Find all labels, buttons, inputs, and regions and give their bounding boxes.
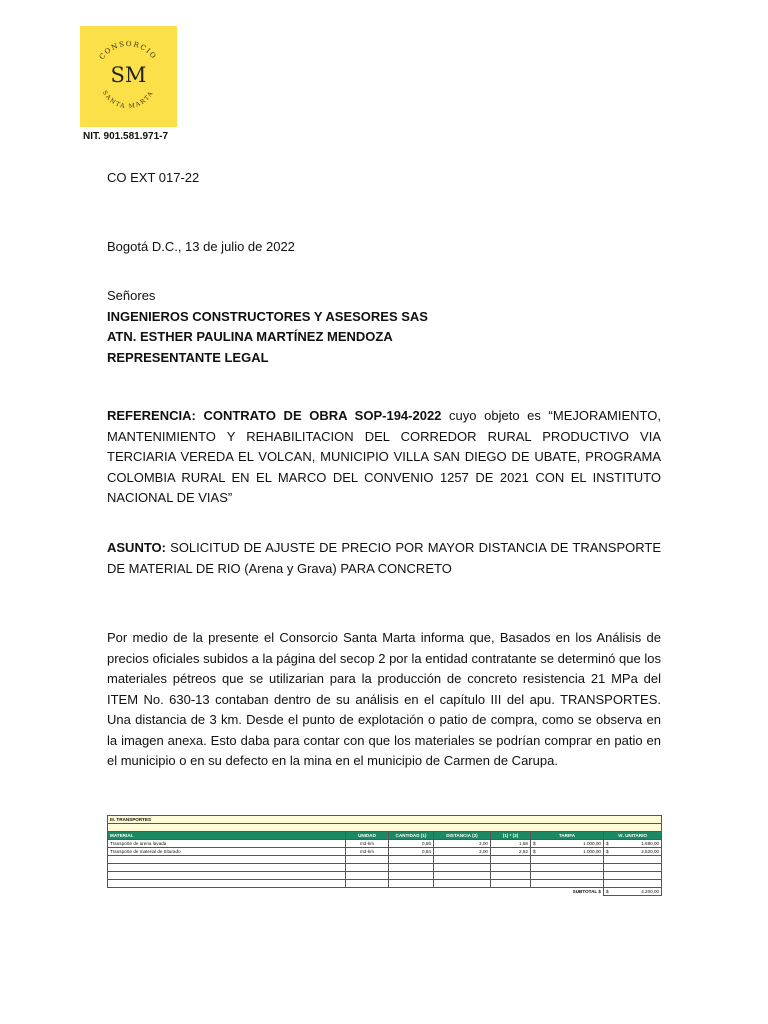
cell-rate: 1.000,00 xyxy=(537,848,604,856)
cell-unit: m3-km xyxy=(346,840,389,848)
cell-distance: 3,00 xyxy=(434,840,491,848)
cell-product: 1,68 xyxy=(491,840,531,848)
table-section-title: III. TRANSPORTES xyxy=(108,816,662,824)
header-unit-value: Vr. UNITARIO xyxy=(604,832,662,840)
cell-material: Transporte de arena lavada xyxy=(108,840,346,848)
recipient-company: INGENIEROS CONSTRUCTORES Y ASESORES SAS xyxy=(107,308,428,324)
cell-value-currency: $ xyxy=(604,840,610,848)
cell-product: 2,52 xyxy=(491,848,531,856)
document-reference-code: CO EXT 017-22 xyxy=(107,170,200,185)
table-row-empty xyxy=(108,880,662,888)
cell-distance: 3,00 xyxy=(434,848,491,856)
reference-paragraph xyxy=(107,406,661,509)
subject-paragraph xyxy=(107,538,661,579)
recipient-greeting: Señores xyxy=(107,288,156,303)
transport-cost-table xyxy=(107,815,662,896)
table-subtotal-row xyxy=(108,888,662,896)
cell-unit: m3-km xyxy=(346,848,389,856)
header-quantity: CANTIDAD (1) xyxy=(389,832,434,840)
cell-material: Transporte de material de triturado xyxy=(108,848,346,856)
svg-text:SANTA MARTA: SANTA MARTA xyxy=(100,89,156,111)
header-material: MATERIAL xyxy=(108,832,346,840)
table-header-row xyxy=(108,832,662,840)
body-paragraph: Por medio de la presente el Consorcio Santa Marta informa que, Basados en los Análisis de precios oficiales subidos a la página del secop 2 por la entidad contratante se determinó que los materiales pétreos que se utilizarian para la producción de concreto resistencia 21 MPa del ITEM No. 630-13 contaban dentro de su análisis en el capítulo III del apu. TRANSPORTES. Una distancia de 3 km. Desde el punto de explotación o patio de compra, como se observa en la imagen anexa. Esto daba para contar con que los materiales se podrían comprar en patio en el municipio o en su defecto en la mina en el municipio de Carmen de Carupa. xyxy=(107,630,661,768)
document-date: Bogotá D.C., 13 de julio de 2022 xyxy=(107,239,295,254)
subject-label: ASUNTO: xyxy=(107,540,166,555)
table-spacer-row xyxy=(108,824,662,832)
recipient-attention: ATN. ESTHER PAULINA MARTÍNEZ MENDOZA xyxy=(107,329,393,344)
table-row xyxy=(108,848,662,856)
logo-initials: SM xyxy=(110,63,147,87)
table-section-row xyxy=(108,816,662,824)
subtotal-currency: $ xyxy=(604,888,610,896)
reference-label: REFERENCIA: CONTRATO DE OBRA SOP-194-2022 xyxy=(107,408,442,423)
svg-text:CONSORCIO: CONSORCIO xyxy=(97,39,159,62)
cell-quantity: 0,84 xyxy=(389,848,434,856)
subject-text: SOLICITUD DE AJUSTE DE PRECIO POR MAYOR DISTANCIA DE TRANSPORTE DE MATERIAL DE RIO (Arena y Grava) PARA CONCRETO xyxy=(107,540,661,576)
logo-emblem xyxy=(80,26,177,127)
recipient-role: REPRESENTANTE LEGAL xyxy=(107,349,269,365)
table-row-empty xyxy=(108,856,662,864)
table-row-empty xyxy=(108,872,662,880)
nit-number: NIT. 901.581.971-7 xyxy=(83,131,169,142)
cell-rate: 1.000,00 xyxy=(537,840,604,848)
cell-rate-currency: $ xyxy=(531,840,537,848)
recipient-block xyxy=(107,286,428,368)
header-product: (1) * (2) xyxy=(491,832,531,840)
cell-quantity: 0,56 xyxy=(389,840,434,848)
cell-unit-value: 1.680,00 xyxy=(610,840,662,848)
table-row xyxy=(108,840,662,848)
header-rate: TARIFA xyxy=(531,832,604,840)
consortium-logo xyxy=(80,26,177,127)
header-unit: UNIDAD xyxy=(346,832,389,840)
subtotal-value: 4.200,00 xyxy=(610,888,662,896)
subtotal-label: SUBTOTAL $ xyxy=(108,888,604,896)
cell-unit-value: 2.520,00 xyxy=(610,848,662,856)
reference-text: cuyo objeto es “MEJORAMIENTO, MANTENIMIENTO Y REHABILITACION DEL CORREDOR RURAL PRODUCTIVO VIA TERCIARIA VEREDA EL VOLCAN, MUNICIPIO VILLA SAN DIEGO DE UBATE, PROGRAMA COLOMBIA RURAL EN EL MARCO DEL CONVENIO 1257 DE 2021 CON EL INSTITUTO NACIONAL DE VIAS” xyxy=(107,408,661,505)
header-distance: DISTANCIA (2) xyxy=(434,832,491,840)
table-row-empty xyxy=(108,864,662,872)
cell-rate-currency: $ xyxy=(531,848,537,856)
cell-value-currency: $ xyxy=(604,848,610,856)
